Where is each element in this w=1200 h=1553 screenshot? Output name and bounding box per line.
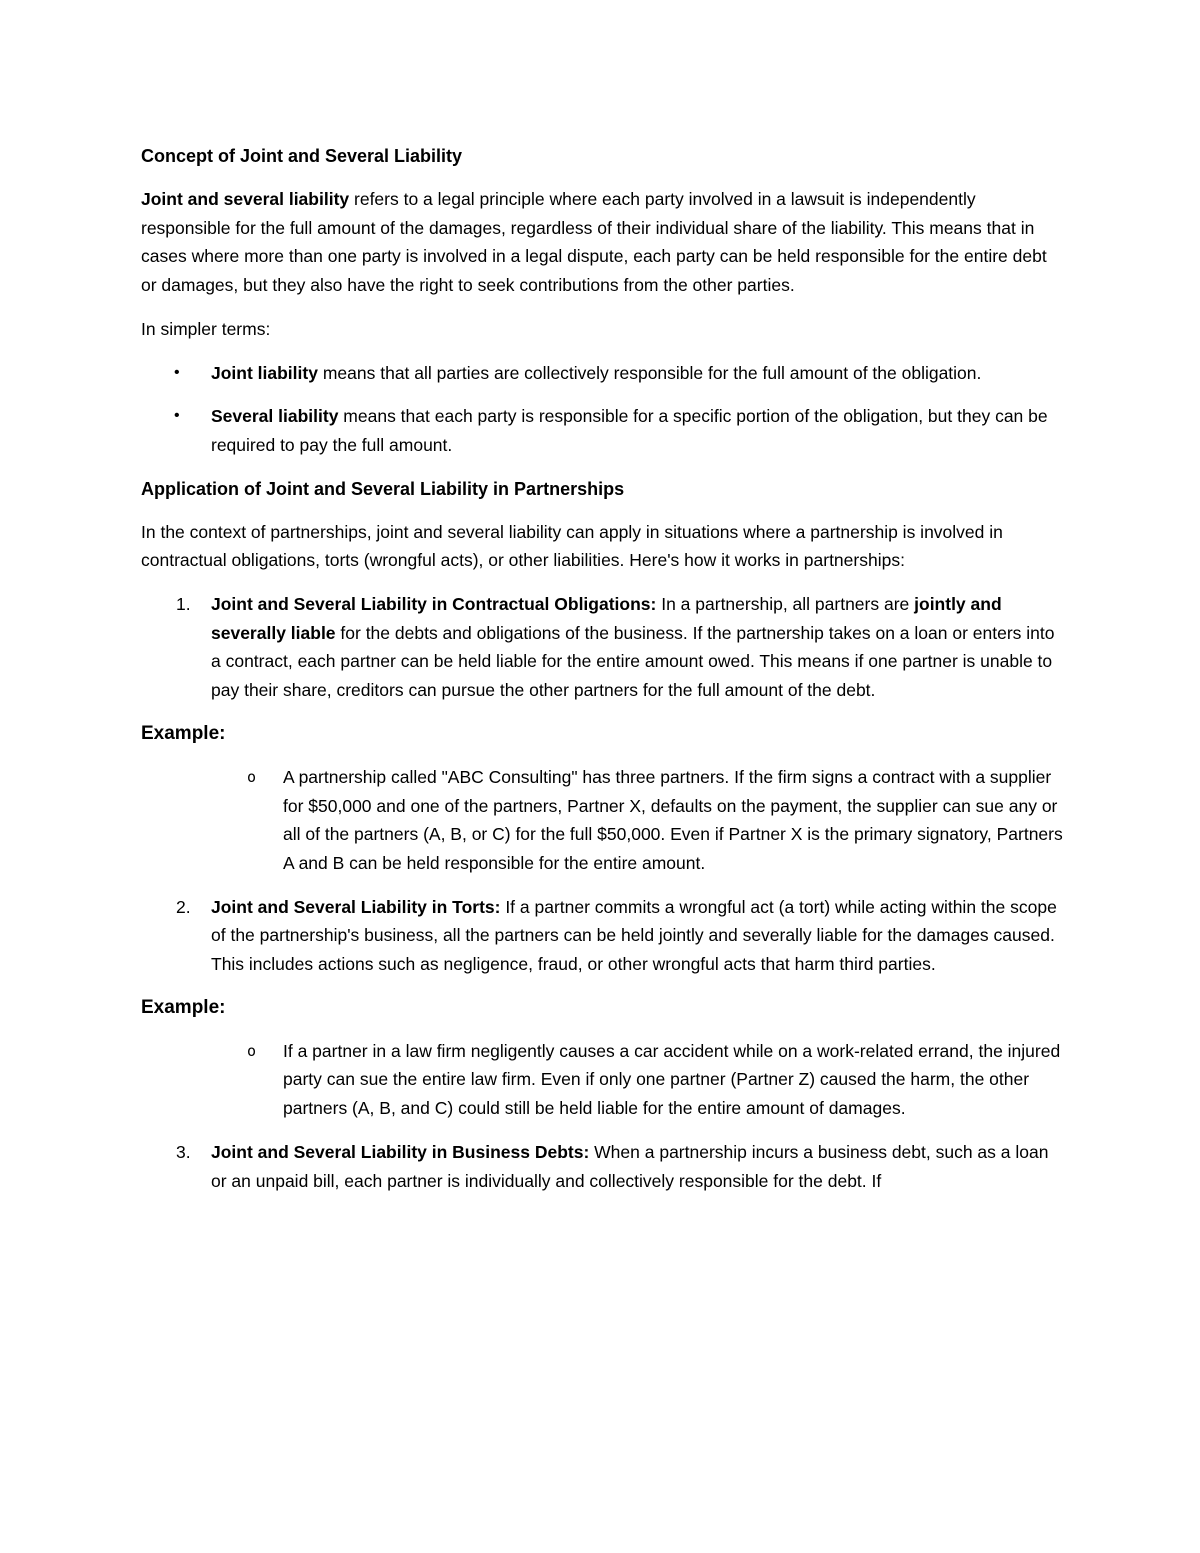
intro-text: refers to a legal principle where each party involved in a lawsuit is independently responsible for the full amount of the damages, regardless of their individual share of the liability. This means that in cases where more than one party is involved in a legal dispute, each party can be held responsible for the entire debt or damages, but they also have the right to seek contributions from the other parties. (141, 189, 1047, 296)
example-item (141, 1037, 1066, 1123)
item-bold-title: Joint and Several Liability in Contractual Obligations: (211, 594, 657, 615)
bullet-icon: • (174, 363, 180, 381)
document-page (141, 142, 1066, 1210)
item-number: 2. (176, 896, 191, 917)
example-item (141, 763, 1066, 878)
numbered-item (141, 590, 1066, 705)
intro-paragraph (141, 185, 1066, 300)
intro-bold-lead: Joint and several liability (141, 189, 350, 209)
item-text: If a partner commits a wrongful act (a tort) while acting within the scope of the partnership's business, all the partners can be held jointly and severally liable for the damages caused. This includes actions such as negligence, fraud, or other wrongful acts that harm third parties. (211, 896, 1057, 975)
item-bold-title: Joint and Several Liability in Business Debts: (211, 1141, 590, 1162)
item-text: When a partnership incurs a business debt, such as a loan or an unpaid bill, each partner is individually and collectively responsible for the debt. If (211, 1141, 1049, 1191)
bullet-text: means that each party is responsible for a specific portion of the obligation, but they can be required to pay the full amount. (211, 406, 1048, 455)
doc-title: Concept of Joint and Several Liability (141, 146, 463, 166)
example-label: Example: (141, 996, 226, 1018)
item-number: 3. (176, 1141, 191, 1162)
section-intro: In the context of partnerships, joint and several liability can apply in situations where a partnership is involved in contractual obligations, torts (wrongful acts), or other liabilities. Here's how it works in partnerships: (141, 521, 1003, 571)
item-text: for the debts and obligations of the business. If the partnership takes on a loan or enters into a contract, each partner can be held liable for the entire amount owed. This means if one partner is unable to pay their share, creditors can pursue the other partners for the full amount of the debt. (211, 622, 1055, 701)
item-text: In a partnership, all partners are (656, 594, 915, 615)
item-bold-title: Joint and Several Liability in Torts: (211, 896, 501, 917)
example-text: A partnership called "ABC Consulting" has three partners. If the firm signs a contract with a supplier for $50,000 and one of the partners, Partner X, defaults on the payment, the supplier can sue any or all of the partners (A, B, or C) for the full $50,000. Even if Partner X is the primary signatory, Partners A and B can be held responsible for the entire amount. (283, 766, 1063, 873)
circle-bullet-icon: o (247, 767, 257, 786)
circle-bullet-icon: o (247, 1041, 257, 1060)
numbered-item (141, 1138, 1066, 1195)
example-label: Example: (141, 722, 226, 744)
simpler-terms-line: In simpler terms: (141, 318, 271, 339)
bullet-bold: Several liability (211, 406, 339, 427)
numbered-item (141, 893, 1066, 979)
bullet-icon: • (174, 407, 180, 425)
section-heading: Application of Joint and Several Liability in Partnerships (141, 478, 625, 499)
list-item (141, 359, 1066, 388)
item-bold-inline: jointly and severally liable (211, 594, 1002, 643)
bullet-bold: Joint liability (211, 362, 318, 383)
list-item (141, 402, 1066, 459)
bullet-text: means that all parties are collectively responsible for the full amount of the obligation. (317, 362, 982, 383)
item-number: 1. (176, 594, 191, 615)
example-text: If a partner in a law firm negligently causes a car accident while on a work-related errand, the injured party can sue the entire law firm. Even if only one partner (Partner Z) caused the harm, the other partners (A, B, and C) could still be held liable for the entire amount of damages. (283, 1040, 1061, 1119)
definition-list (141, 359, 1066, 460)
